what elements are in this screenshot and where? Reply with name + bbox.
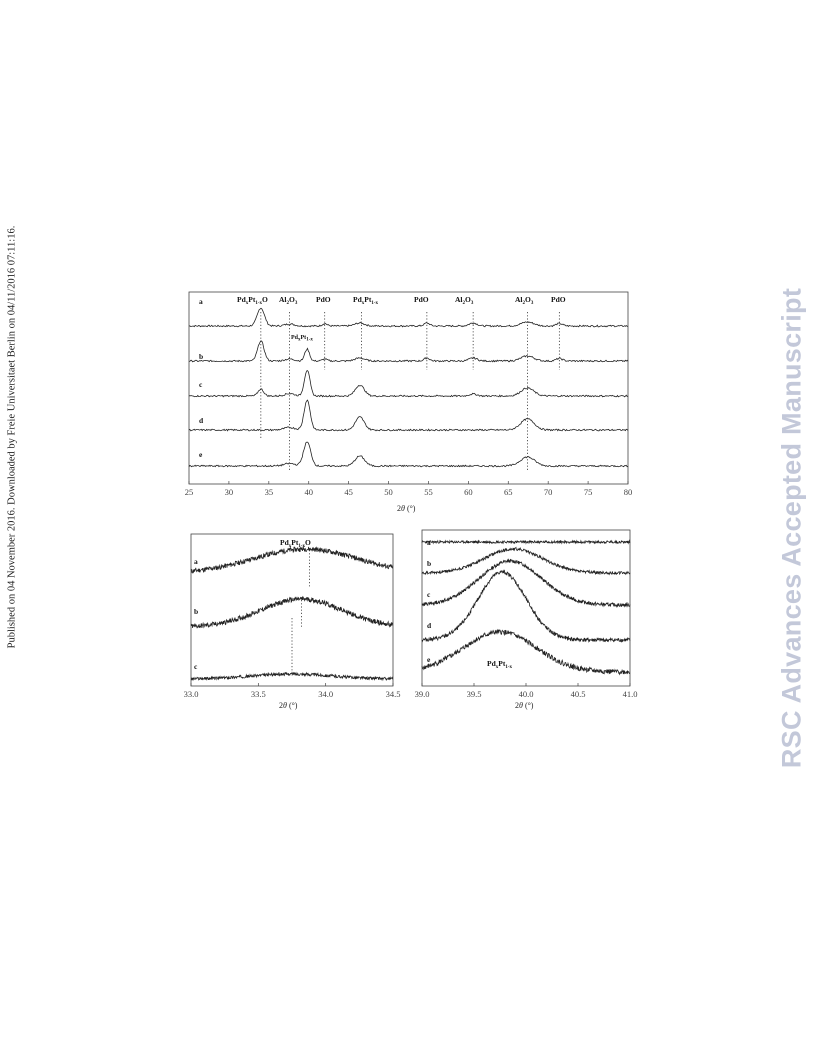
right-x-tick-label: 39.0 <box>414 689 430 699</box>
right-series-label-d: d <box>427 621 432 630</box>
top-series-label-a: a <box>199 297 203 306</box>
right-x-tick-label: 40.5 <box>570 689 586 699</box>
top-x-tick-label: 50 <box>384 487 393 497</box>
publication-note-text: Published on 04 November 2016. Downloaded by Freie Universitaet Berlin on 04/11/2016 07:11:16. <box>6 225 18 649</box>
left-reference-lines <box>292 550 310 676</box>
right-x-axis-title: 2θ (°) <box>515 701 534 710</box>
left-peak-label: $Pd_xPt_{1-x}O$ <box>280 538 311 549</box>
right-series-label-c: c <box>427 590 431 599</box>
peak-label-pdo-2: PdO <box>414 295 429 304</box>
top-x-tick-label: 60 <box>464 487 473 497</box>
left-x-tick-label: 34.0 <box>318 689 334 699</box>
right-x-ticks <box>415 683 638 699</box>
left-x-ticks <box>184 683 401 699</box>
right-x-tick-label: 41.0 <box>622 689 638 699</box>
right-series-label-a: a <box>427 538 431 547</box>
peak-label-pdo: PdO <box>316 295 331 304</box>
right-plot-frame <box>422 530 630 686</box>
top-trace-c <box>189 371 628 397</box>
left-trace-a <box>191 547 393 573</box>
left-series-label-c: c <box>194 662 198 671</box>
top-x-tick-label: 25 <box>184 487 194 497</box>
peak-label-pdxpt1-x: $Pd_xPt_{1-x}$ <box>353 295 379 306</box>
top-x-axis-title: 2θ (°) <box>397 504 416 513</box>
top-series-label-b: b <box>199 352 204 361</box>
right-series-label-b: b <box>427 559 432 568</box>
top-x-tick-label: 65 <box>504 487 513 497</box>
top-x-ticks <box>185 481 633 497</box>
top-trace-b <box>189 341 628 362</box>
left-x-tick-label: 34.5 <box>385 689 401 699</box>
right-series-label-e: e <box>427 655 431 664</box>
xrd-top-panel <box>185 292 633 513</box>
peak-label-al2o3: $Al_2O_3$ <box>279 295 298 306</box>
left-x-axis-title: 2θ (°) <box>279 701 298 710</box>
top-trace-d <box>189 400 628 431</box>
right-trace-d <box>422 571 630 643</box>
top-x-tick-label: 80 <box>623 487 633 497</box>
xrd-zoom-right-panel <box>415 530 638 710</box>
top-series-label-d: d <box>199 416 204 425</box>
left-x-tick-label: 33.5 <box>250 689 266 699</box>
peak-label-al2o3-3: $Al_2O_3$ <box>515 295 534 306</box>
left-trace-b <box>191 597 393 628</box>
left-series-label-b: b <box>194 607 199 616</box>
right-peak-label: $Pd_xPt_{1-x}$ <box>487 659 513 670</box>
top-trace-a <box>189 308 628 327</box>
top-x-tick-label: 45 <box>344 487 353 497</box>
peak-label-pdo-3: PdO <box>551 295 566 304</box>
top-x-tick-label: 30 <box>224 487 234 497</box>
top-x-tick-label: 75 <box>583 487 593 497</box>
left-x-tick-label: 33.0 <box>183 689 199 699</box>
watermark-text: RSC Advances Accepted Manuscript <box>776 287 807 769</box>
right-traces <box>422 541 630 675</box>
right-trace-b <box>422 548 630 575</box>
top-x-tick-label: 40 <box>304 487 313 497</box>
left-trace-c <box>191 673 393 681</box>
top-series-label-e: e <box>199 450 203 459</box>
top-x-tick-label: 35 <box>264 487 274 497</box>
top-x-tick-label: 55 <box>424 487 433 497</box>
right-x-tick-label: 39.5 <box>466 689 482 699</box>
left-series-label-a: a <box>194 557 198 566</box>
peak-label-pdxpt1-xo: $Pd_xPt_{1-x}O$ <box>237 295 268 306</box>
peak-label-pdxpt1-x-inner: $Pd_xPt_{1-x}$ <box>291 335 313 343</box>
top-traces <box>189 308 628 467</box>
right-trace-e <box>422 630 630 675</box>
peak-label-al2o3-2: $Al_2O_3$ <box>455 295 474 306</box>
xrd-zoom-left-panel <box>184 534 401 710</box>
right-trace-a <box>422 541 630 543</box>
top-x-tick-label: 70 <box>543 487 553 497</box>
top-trace-e <box>189 442 628 467</box>
right-x-tick-label: 40.0 <box>518 689 534 699</box>
top-series-label-c: c <box>199 380 203 389</box>
